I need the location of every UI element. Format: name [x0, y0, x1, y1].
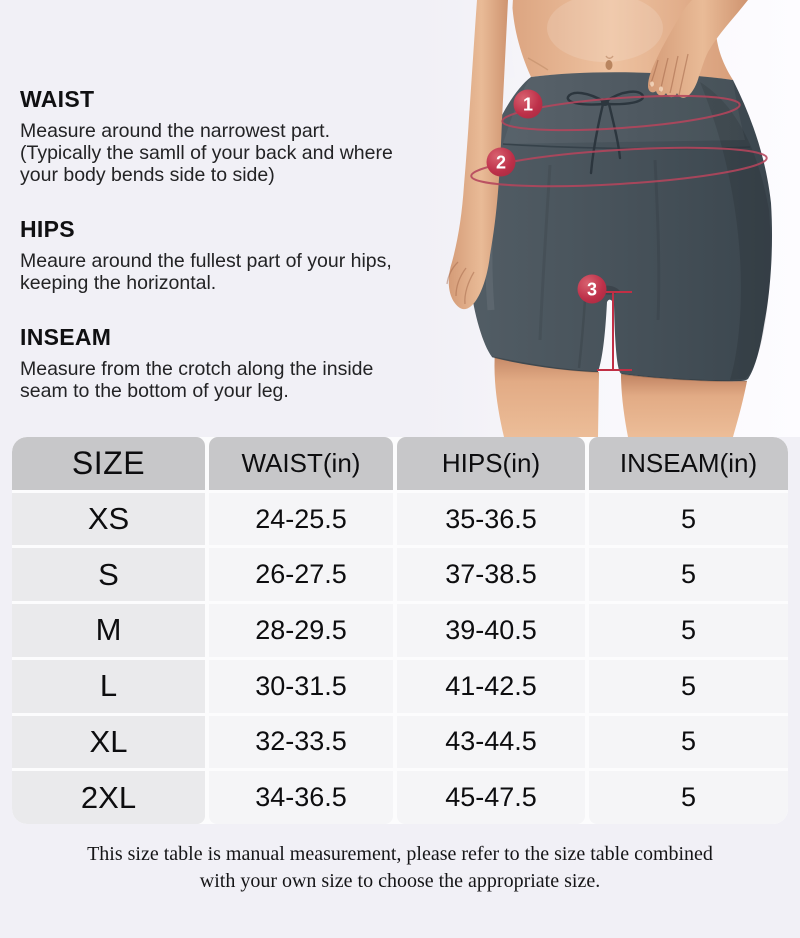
value-cell: 45-47.5	[397, 771, 585, 824]
marker-badge-2	[487, 148, 516, 177]
size-cell: L	[12, 660, 205, 713]
header-cell-inseam: INSEAM(in)	[589, 437, 788, 490]
product-shorts	[468, 72, 772, 381]
inseam-text-line: Measure from the crotch along the inside	[20, 358, 374, 380]
footnote-line: with your own size to choose the appropriate size.	[199, 870, 601, 892]
measure-instructions	[20, 86, 444, 402]
size-cell: S	[12, 548, 205, 601]
waist-text-line: (Typically the samll of your back and where	[20, 142, 393, 164]
value-cell: 28-29.5	[209, 604, 393, 657]
inseam-text-line: seam to the bottom of your leg.	[20, 380, 289, 402]
footnote	[0, 841, 800, 895]
value-cell: 5	[589, 660, 788, 713]
value-cell: 43-44.5	[397, 716, 585, 769]
marker-label-2: 2	[495, 152, 507, 173]
size-cell: XS	[12, 493, 205, 546]
value-cell: 37-38.5	[397, 548, 585, 601]
size-cell: 2XL	[12, 771, 205, 824]
value-cell: 32-33.5	[209, 716, 393, 769]
footnote-line: This size table is manual measurement, please refer to the size table combined	[87, 843, 713, 865]
section-waist	[20, 86, 444, 186]
value-cell: 5	[589, 604, 788, 657]
value-cell: 5	[589, 493, 788, 546]
value-cell: 35-36.5	[397, 493, 585, 546]
value-cell: 39-40.5	[397, 604, 585, 657]
value-cell: 5	[589, 771, 788, 824]
value-cell: 5	[589, 716, 788, 769]
header-cell-hips: HIPS(in)	[397, 437, 585, 490]
hips-text-line: Meaure around the fullest part of your hips,	[20, 250, 392, 272]
value-cell: 26-27.5	[209, 548, 393, 601]
waist-text-line: your body bends side to side)	[20, 164, 275, 186]
hips-text-line: keeping the horizontal.	[20, 272, 217, 294]
size-cell: M	[12, 604, 205, 657]
header-cell-waist: WAIST(in)	[209, 437, 393, 490]
size-table	[12, 437, 788, 824]
navel	[606, 60, 613, 70]
size-cell: XL	[12, 716, 205, 769]
header-cell-size: SIZE	[12, 437, 205, 490]
section-inseam	[20, 324, 444, 402]
hips-heading: HIPS	[20, 216, 75, 242]
marker-badge-3	[578, 275, 607, 304]
product-photo	[400, 0, 800, 437]
waist-text-line: Measure around the narrowest part.	[20, 120, 331, 142]
value-cell: 30-31.5	[209, 660, 393, 713]
value-cell: 24-25.5	[209, 493, 393, 546]
marker-label-1: 1	[522, 94, 534, 115]
inseam-heading: INSEAM	[20, 324, 112, 350]
value-cell: 34-36.5	[209, 771, 393, 824]
marker-label-3: 3	[586, 279, 598, 300]
marker-badge-1	[514, 90, 543, 119]
section-hips	[20, 216, 444, 294]
value-cell: 41-42.5	[397, 660, 585, 713]
value-cell: 5	[589, 548, 788, 601]
waist-heading: WAIST	[20, 86, 95, 112]
